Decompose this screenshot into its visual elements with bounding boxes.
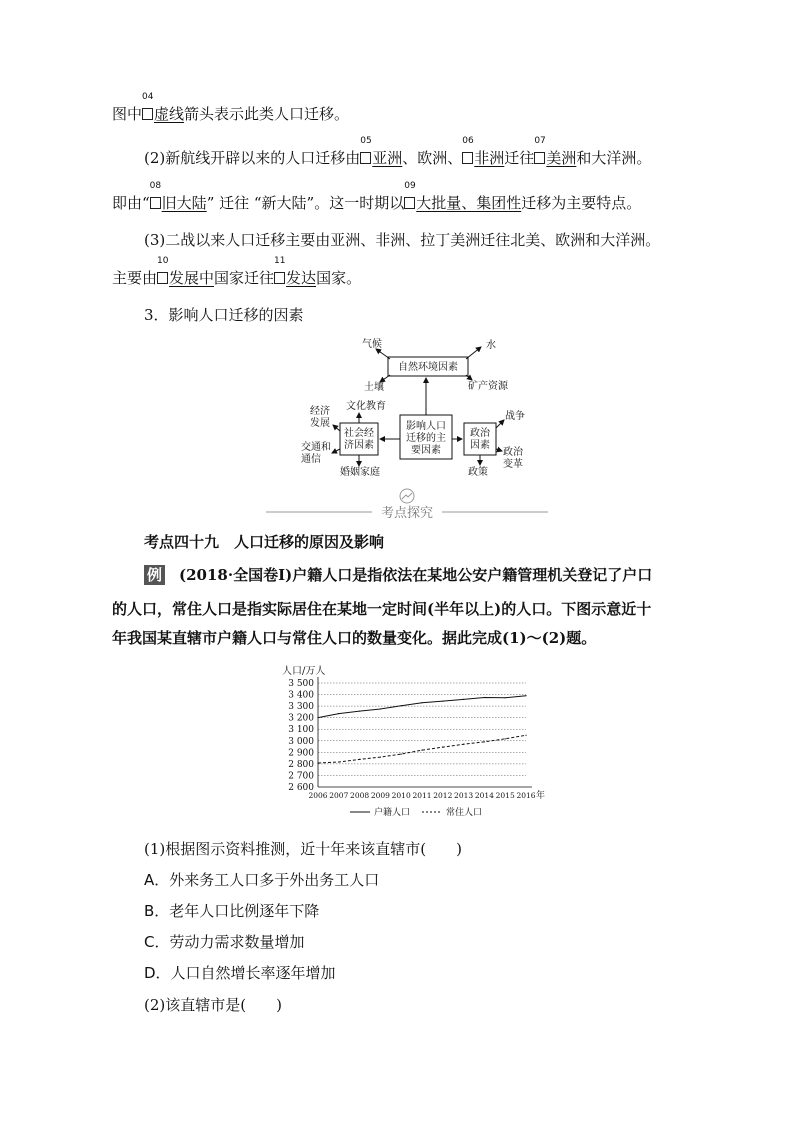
data-point <box>525 695 526 696</box>
svg-text:政治: 政治 <box>470 428 490 439</box>
blank-box-icon <box>404 197 415 209</box>
example-badge: 例 <box>144 565 165 585</box>
data-point <box>338 713 339 714</box>
data-point <box>359 759 360 760</box>
population-line-chart <box>276 663 546 821</box>
x-tick-label: 2010 <box>391 791 411 800</box>
series-line-2 <box>318 735 526 763</box>
blank-box-icon <box>360 152 371 164</box>
x-axis-label: 年 <box>536 791 546 801</box>
blank-box-icon <box>274 272 285 284</box>
blank-box-icon <box>150 197 161 209</box>
x-tick-label: 2016 <box>516 791 536 800</box>
para2-line1: (2)新航线开辟以来的人口迁移由 05 亚洲、欧洲、 06 非洲迁往 07 美洲和大洋洲。 <box>144 136 652 167</box>
example-line3: 年我国某直辖市户籍人口与常住人口的数量变化。据此完成(1)～(2)题。 <box>112 629 597 647</box>
natural-factor-soil: 土壤 <box>364 382 384 393</box>
answer-text: 发达 <box>286 269 317 287</box>
data-point <box>421 750 422 751</box>
y-tick-label: 2 700 <box>288 771 314 782</box>
blank-box-icon <box>142 108 153 120</box>
legend-label-2: 常住人口 <box>446 808 483 818</box>
x-tick-label: 2012 <box>433 791 453 800</box>
question-1-option-b[interactable]: B．老年人口比例逐年下降 <box>144 902 320 920</box>
section-title: 3．影响人口迁移的因素 <box>144 306 304 324</box>
x-tick-label: 2006 <box>308 791 328 800</box>
answer-blank-08: 08 <box>150 193 162 213</box>
svg-text:社会经: 社会经 <box>344 428 374 439</box>
section-divider <box>266 488 548 520</box>
data-point <box>525 735 526 736</box>
answer-text: 虚线 <box>154 105 185 123</box>
example-line2: 的人口，常住人口是指实际居住在某地一定时间(半年以上)的人口。下图示意近十 <box>112 600 652 618</box>
answer-blank-04: 04 <box>142 104 154 124</box>
social-factor-transport-1: 交通和 <box>301 442 331 453</box>
y-tick-label: 3 100 <box>288 725 314 736</box>
social-factor-economy-2: 发展 <box>310 418 330 429</box>
answer-blank-11: 11 <box>274 268 286 288</box>
x-tick-label: 2007 <box>329 791 349 800</box>
kaodian-heading: 考点四十九 人口迁移的原因及影响 <box>144 533 385 551</box>
para2-line2: 即由“ 08 旧大陆” 迁往 “新大陆”。这一时期以 09 大批量、集团性迁移为主要特点。 <box>112 181 642 212</box>
svg-text:迁移的主: 迁移的主 <box>406 433 446 444</box>
answer-text: 非洲 <box>474 149 505 167</box>
data-point <box>401 705 402 706</box>
answer-text: 旧大陆 <box>161 194 207 212</box>
para1-line: 图中 04 虚线箭头表示此类人口迁移。 <box>112 92 350 123</box>
answer-text: 美洲 <box>546 149 577 167</box>
answer-blank-07: 07 <box>534 148 546 168</box>
political-factor-war: 战争 <box>505 411 525 422</box>
data-point <box>505 738 506 739</box>
example-line1: 例 (2018·全国卷Ⅰ)户籍人口是指依法在某地公安户籍管理机关登记了户口 <box>144 565 652 585</box>
data-point <box>442 701 443 702</box>
svg-text:济因素: 济因素 <box>344 440 374 451</box>
social-factor-transport-2: 通信 <box>301 454 321 465</box>
para3-line1: (3)二战以来人口迁移主要由亚洲、非洲、拉丁美洲迁往北美、欧洲和大洋洲。 <box>144 231 661 249</box>
y-tick-label: 3 500 <box>288 679 314 689</box>
para3-line2: 主要由 10 发展中国家迁往 11 发达国家。 <box>112 256 362 287</box>
social-factor-marriage: 婚姻家庭 <box>340 467 380 478</box>
x-tick-label: 2013 <box>454 791 474 800</box>
legend-label-1: 户籍人口 <box>374 808 411 818</box>
data-point <box>338 761 339 762</box>
x-tick-label: 2009 <box>370 791 390 800</box>
blank-box-icon <box>157 272 168 284</box>
blank-box-icon <box>534 152 545 164</box>
data-point <box>380 756 381 757</box>
political-factor-change-2: 变革 <box>503 459 523 470</box>
svg-text:影响人口: 影响人口 <box>406 421 446 432</box>
answer-blank-05: 05 <box>360 148 372 168</box>
natural-box-label: 自然环境因素 <box>398 362 458 373</box>
answer-blank-10: 10 <box>157 268 169 288</box>
y-tick-label: 3 000 <box>288 736 314 747</box>
question-1-stem: (1)根据图示资料推测，近十年来该直辖市( ) <box>144 840 462 858</box>
svg-text:因素: 因素 <box>470 440 490 451</box>
answer-text: 大批量、集团性 <box>416 194 522 212</box>
data-point <box>421 702 422 703</box>
data-point <box>484 741 485 742</box>
data-point <box>484 697 485 698</box>
data-point <box>359 710 360 711</box>
natural-factor-climate: 气候 <box>362 339 382 350</box>
political-factor-policy: 政策 <box>468 467 488 478</box>
question-2-stem: (2)该直辖市是( ) <box>144 996 282 1014</box>
natural-factor-mineral: 矿产资源 <box>468 381 508 392</box>
data-point <box>380 708 381 709</box>
chart-grid <box>318 683 526 775</box>
answer-blank-06: 06 <box>462 148 474 168</box>
blank-box-icon <box>462 152 473 164</box>
y-tick-label: 2 900 <box>288 748 314 759</box>
series-line-1 <box>318 696 526 718</box>
y-tick-label: 3 200 <box>288 713 314 724</box>
y-tick-label: 2 800 <box>288 759 314 770</box>
data-point <box>442 747 443 748</box>
data-point <box>505 697 506 698</box>
migration-factors-diagram <box>300 335 532 483</box>
x-tick-label: 2008 <box>350 791 370 800</box>
data-point <box>317 717 318 718</box>
y-tick-label: 3 300 <box>288 702 314 713</box>
social-factor-education: 文化教育 <box>346 401 386 412</box>
x-tick-label: 2014 <box>474 791 494 800</box>
data-point <box>401 753 402 754</box>
chart-axes <box>318 677 532 787</box>
question-1-option-d[interactable]: D．人口自然增长率逐年增加 <box>144 964 336 982</box>
political-factor-change-1: 政治 <box>503 447 523 458</box>
answer-text: 发展中 <box>169 269 215 287</box>
divider-label: 考点探究 <box>380 506 434 520</box>
x-tick-label: 2011 <box>412 791 432 800</box>
natural-factor-water: 水 <box>486 340 496 351</box>
question-1-option-c[interactable]: C．劳动力需求数量增加 <box>144 933 305 951</box>
x-tick-label: 2015 <box>495 791 515 800</box>
data-point <box>463 699 464 700</box>
answer-text: 亚洲 <box>372 149 403 167</box>
y-axis-label: 人口/万人 <box>282 666 326 677</box>
y-tick-label: 2 600 <box>288 783 314 793</box>
data-point <box>317 762 318 763</box>
question-1-option-a[interactable]: A．外来务工人口多于外出务工人口 <box>144 871 380 889</box>
y-tick-label: 3 400 <box>288 690 314 701</box>
data-point <box>463 744 464 745</box>
answer-blank-09: 09 <box>404 193 416 213</box>
social-factor-economy-1: 经济 <box>310 406 330 417</box>
svg-text:要因素: 要因素 <box>411 445 441 456</box>
